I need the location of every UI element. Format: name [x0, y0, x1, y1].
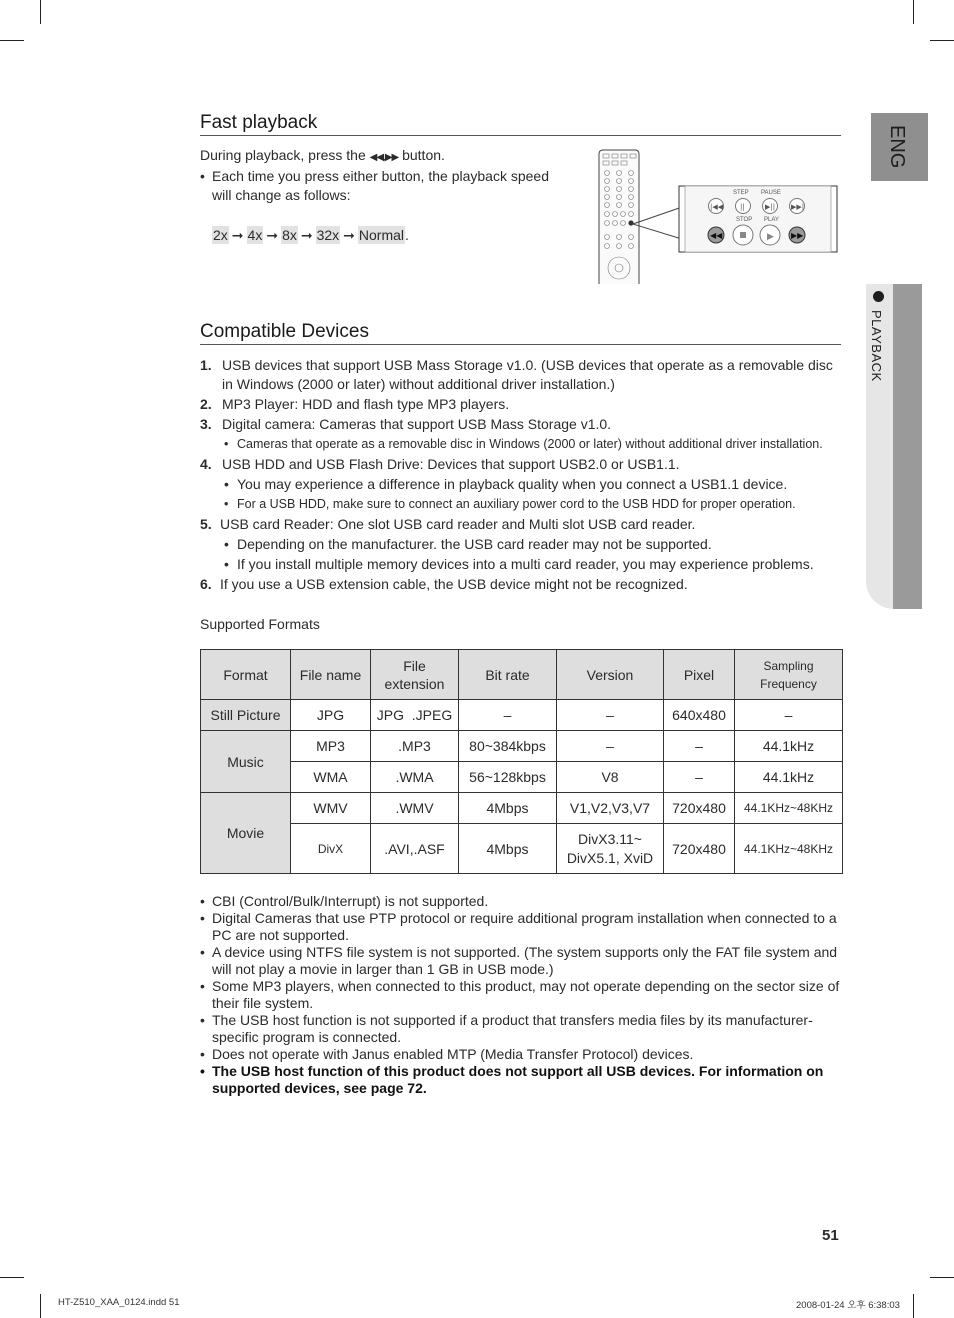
cell-bit-rate: 4Mbps: [459, 824, 557, 874]
list-number: 3.: [200, 416, 212, 432]
list-subitem: [200, 555, 840, 575]
list-item: [200, 356, 840, 395]
notes-list: [200, 893, 840, 1097]
cell-bit-rate: 80~384kbps: [459, 731, 557, 762]
cell-file-name: MP3: [291, 731, 371, 762]
group-movie: Movie: [201, 793, 291, 874]
svg-text:||: ||: [740, 203, 745, 211]
language-tab-label: ENG: [886, 125, 908, 169]
note-item: [200, 910, 840, 944]
crop-mark: [913, 0, 914, 24]
header-sampling-frequency: Sampling Frequency: [735, 650, 843, 700]
note-text: Does not operate with Janus enabled MTP (Media Transfer Protocol) devices.: [212, 1046, 694, 1062]
table-row: [201, 793, 843, 824]
cell-version: –: [557, 731, 664, 762]
cell-sampling: 44.1kHz: [735, 731, 843, 762]
note-text: Digital Cameras that use PTP protocol or require additional program installation when connected to a PC are not supported.: [212, 910, 837, 943]
subitem-text: For a USB HDD, make sure to connect an auxiliary power cord to the USB HDD for proper operation.: [237, 497, 796, 511]
speed-normal: Normal: [358, 227, 405, 243]
header-version: Version: [557, 650, 664, 700]
bullet-dot: •: [200, 1063, 205, 1079]
rewind-forward-icons: ◀◀,▶▶: [369, 152, 399, 163]
list-number: 4.: [200, 456, 212, 472]
note-item-important: [200, 1063, 840, 1097]
intro-text: During playback, press the: [200, 147, 366, 163]
compatible-devices-list: [200, 356, 840, 595]
list-subitem: [200, 495, 840, 515]
list-item: [200, 415, 840, 435]
intro-text-end: button.: [402, 147, 445, 163]
svg-text:▶||: ▶||: [765, 203, 776, 211]
section-tab-label: PLAYBACK: [869, 310, 884, 382]
list-item: [200, 515, 840, 535]
cell-version: –: [557, 700, 664, 731]
svg-text:◀◀: ◀◀: [710, 231, 723, 240]
cell-file-name: JPG: [291, 700, 371, 731]
cell-file-name: WMA: [291, 762, 371, 793]
table-row: [201, 824, 843, 874]
cell-bit-rate: 4Mbps: [459, 793, 557, 824]
header-format: Format: [201, 650, 291, 700]
bullet-dot: •: [200, 978, 205, 994]
cell-extension: .WMV: [371, 793, 459, 824]
bullet-dot: •: [200, 910, 205, 926]
version-line-2: DivX5.1, XviD: [566, 849, 654, 866]
list-number: 6.: [200, 576, 212, 592]
list-text: USB devices that support USB Mass Storage v1.0. (USB devices that operate as a removable disc in Windows (2000 or later) without additional driver installation.): [222, 357, 833, 392]
list-item: [200, 575, 840, 595]
bullet-dot: •: [224, 556, 229, 572]
cell-version: V8: [557, 762, 664, 793]
cell-sampling: 44.1KHz~48KHz: [735, 793, 843, 824]
bullet-dot: •: [224, 437, 229, 451]
arrow-right-icon: ➞: [343, 227, 355, 243]
note-text: CBI (Control/Bulk/Interrupt) is not supported.: [212, 893, 489, 909]
speed-period: .: [405, 227, 409, 243]
speed-8x: 8x: [282, 227, 297, 243]
bullet-dot: •: [200, 1046, 205, 1062]
cell-version: [557, 824, 664, 874]
pause-label: PAUSE: [761, 190, 781, 196]
compatible-devices-title: Compatible Devices: [200, 321, 369, 342]
bullet-dot: •: [224, 497, 229, 511]
remote-closeup-icon: [679, 186, 837, 252]
table-row: [201, 731, 843, 762]
cell-extension: .MP3: [371, 731, 459, 762]
remote-body-icon: [599, 150, 639, 284]
cell-sampling: 44.1kHz: [735, 762, 843, 793]
speed-4x: 4x: [247, 227, 263, 243]
note-item: [200, 1046, 840, 1063]
crop-mark: [40, 0, 41, 24]
fast-playback-intro: [200, 146, 445, 167]
page-number: 51: [822, 1227, 839, 1244]
group-still-picture: Still Picture: [201, 700, 291, 731]
remote-control-illustration: [595, 148, 840, 284]
cell-pixel: 720x480: [664, 793, 735, 824]
arrow-right-icon: ➞: [300, 227, 313, 243]
list-item: [200, 455, 840, 475]
list-text: If you use a USB extension cable, the USB device might not be recognized.: [220, 576, 688, 592]
arrow-right-icon: ➞: [266, 227, 279, 243]
list-number: 5.: [200, 516, 212, 532]
bullet-dot: •: [224, 536, 229, 552]
speed-sequence: [212, 227, 409, 244]
speed-2x: 2x: [213, 227, 228, 243]
arrow-right-icon: ➞: [231, 227, 244, 243]
supported-formats-table: [200, 649, 843, 874]
cell-version: V1,V2,V3,V7: [557, 793, 664, 824]
cell-sampling: 44.1KHz~48KHz: [735, 824, 843, 874]
cell-bit-rate: 56~128kbps: [459, 762, 557, 793]
bullet-dot: •: [200, 944, 205, 960]
header-file-name: File name: [291, 650, 371, 700]
cell-extension: .AVI,.ASF: [371, 824, 459, 874]
crop-mark: [40, 1294, 41, 1318]
header-file-extension: File extension: [371, 650, 459, 700]
cell-pixel: 720x480: [664, 824, 735, 874]
subitem-text: You may experience a difference in playback quality when you connect a USB1.1 device.: [237, 476, 788, 492]
section-divider: [200, 344, 841, 345]
step-label: STEP: [733, 190, 749, 196]
note-item: [200, 978, 840, 1012]
cell-extension: .WMA: [371, 762, 459, 793]
footer-file-name: HT-Z510_XAA_0124.indd 51: [58, 1297, 180, 1308]
play-label: PLAY: [764, 217, 779, 223]
list-text: USB HDD and USB Flash Drive: Devices that support USB2.0 or USB1.1.: [222, 456, 680, 472]
bullet-dot: •: [224, 476, 229, 492]
crop-mark: [0, 40, 24, 41]
fast-playback-title: Fast playback: [200, 112, 318, 133]
note-text: A device using NTFS file system is not supported. (The system supports only the FAT file system and will not play a movie in larger than 1 GB in USB mode.): [212, 944, 838, 977]
cell-pixel: –: [664, 731, 735, 762]
crop-mark: [913, 1294, 914, 1318]
supported-formats-title: Supported Formats: [200, 616, 320, 632]
subitem-text: Depending on the manufacturer. the USB card reader may not be supported.: [237, 536, 712, 552]
note-item: [200, 893, 840, 910]
version-line-1: DivX3.11~: [578, 830, 642, 847]
list-number: 2.: [200, 396, 212, 412]
crop-mark: [930, 40, 954, 41]
table-header-row: [201, 650, 843, 700]
table-row: [201, 700, 843, 731]
section-bullet-icon: [873, 291, 884, 302]
bullet-dot: •: [200, 1012, 205, 1028]
footer-timestamp: 2008-01-24 오후 6:38:03: [796, 1300, 900, 1311]
subitem-text: If you install multiple memory devices into a multi card reader, you may experience problems.: [237, 556, 814, 572]
language-tab: [871, 113, 928, 181]
list-text: MP3 Player: HDD and flash type MP3 players.: [222, 396, 510, 412]
speed-32x: 32x: [316, 227, 340, 243]
note-text-bold: The USB host function of this product does not support all USB devices. For information on supported devices, see page 72.: [212, 1063, 824, 1096]
list-text: Digital camera: Cameras that support USB Mass Storage v1.0.: [222, 416, 612, 432]
header-bit-rate: Bit rate: [459, 650, 557, 700]
svg-text:▶: ▶: [767, 232, 774, 242]
list-subitem: [200, 535, 840, 555]
bullet-dot: •: [200, 893, 205, 909]
section-tab-dark: [893, 284, 922, 609]
list-subitem: [200, 435, 840, 455]
list-number: 1.: [200, 357, 212, 373]
stop-label: STOP: [736, 217, 753, 223]
cell-bit-rate: –: [459, 700, 557, 731]
svg-text:▶▶|: ▶▶|: [791, 203, 805, 211]
list-subitem: [200, 475, 840, 495]
group-music: Music: [201, 731, 291, 793]
list-item: [200, 395, 840, 415]
cell-file-name: DivX: [291, 824, 371, 874]
crop-mark: [0, 1277, 24, 1278]
subitem-text: Cameras that operate as a removable disc in Windows (2000 or later) without additional driver installation.: [237, 437, 823, 451]
note-item: [200, 944, 840, 978]
svg-text:▶▶: ▶▶: [791, 231, 804, 240]
section-divider: [200, 135, 841, 136]
cell-sampling: –: [735, 700, 843, 731]
cell-extension: JPG .JPEG: [371, 700, 459, 731]
header-pixel: Pixel: [664, 650, 735, 700]
speed-bullet-text: Each time you press either button, the playback speed will change as follows:: [212, 168, 549, 203]
note-text: Some MP3 players, when connected to this product, may not operate depending on the sector size of their file system.: [212, 978, 840, 1011]
svg-text:|◀◀: |◀◀: [710, 203, 724, 211]
crop-mark: [930, 1277, 954, 1278]
cell-file-name: WMV: [291, 793, 371, 824]
list-text: USB card Reader: One slot USB card reader and Multi slot USB card reader.: [220, 516, 696, 532]
table-row: [201, 762, 843, 793]
note-item: [200, 1012, 840, 1046]
speed-bullet: [200, 167, 560, 205]
note-text: The USB host function is not supported if a product that transfers media files by its manufacturer-specific program is connected.: [212, 1012, 813, 1045]
cell-pixel: 640x480: [664, 700, 735, 731]
bullet-dot: •: [200, 168, 205, 184]
cell-pixel: –: [664, 762, 735, 793]
